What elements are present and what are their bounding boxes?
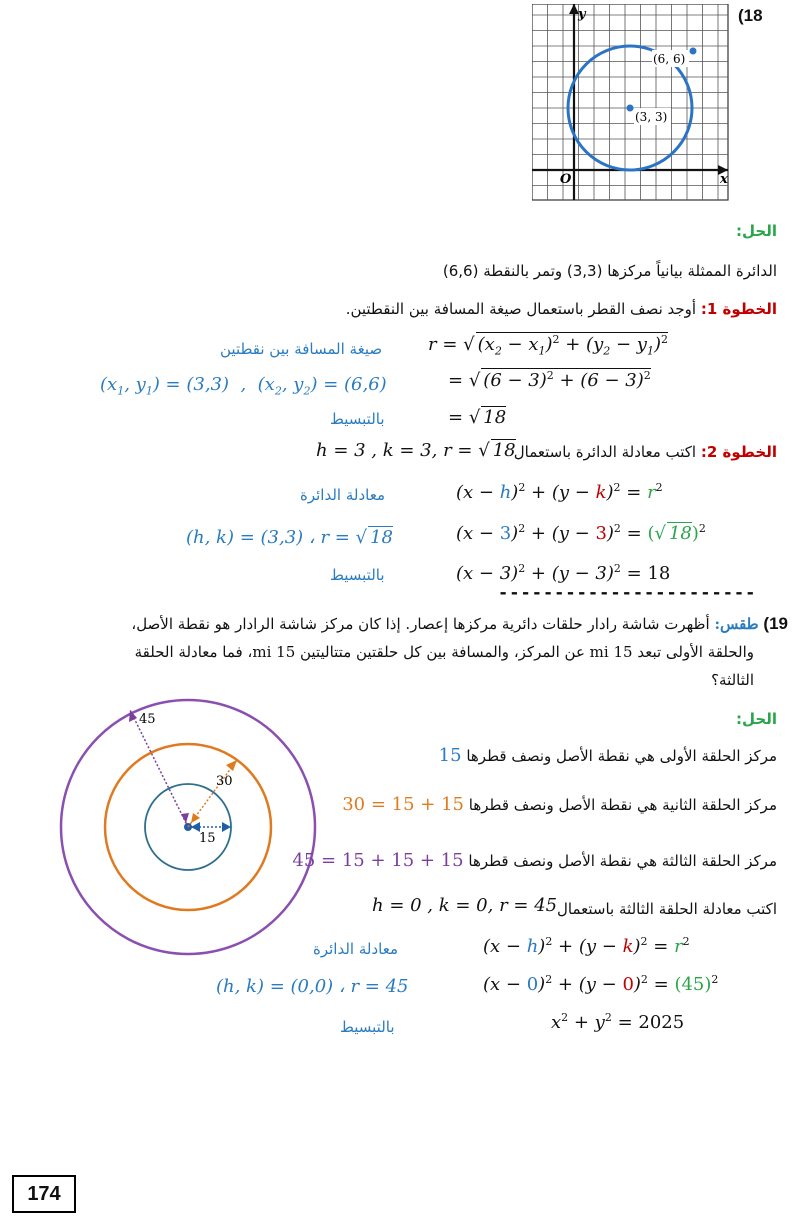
q19-solution-label: الحل: bbox=[736, 710, 777, 728]
separator: ----------------------- bbox=[498, 583, 757, 603]
step1-text: أوجد نصف القطر باستعمال صيغة المسافة بين النقطتين. bbox=[345, 300, 697, 318]
note-points: ($x_1$, $y_1) = (3,3)$ , ($x_2$, $y_2) = (6,6)$ bbox=[100, 374, 387, 398]
ring3-text: مركز الحلقة الثالثة هي نقطة الأصل ونصف قطرها bbox=[468, 852, 777, 870]
circle-eq-substituted: $(x - 3)^2 + (y - 3)^2$ = (√ 18)$^2$ bbox=[456, 522, 706, 544]
distance-formula-line3: = √ 18 bbox=[448, 407, 507, 428]
ring3-value: 45 = 15 + 15 + 15 bbox=[292, 850, 464, 871]
ring2-line bbox=[342, 794, 777, 815]
question-19-number: 19) bbox=[763, 614, 788, 633]
step1-label: الخطوة 1: bbox=[700, 300, 777, 318]
ring1-value: 15 bbox=[438, 745, 462, 766]
radar-label-45: 45 bbox=[139, 712, 156, 727]
q19-note-eq: معادلة الدائرة bbox=[313, 940, 398, 958]
ring2-text: مركز الحلقة الثانية هي نقطة الأصل ونصف قطرها bbox=[468, 796, 777, 814]
center-label: (3, 3) bbox=[635, 110, 668, 124]
point-label: (6, 6) bbox=[653, 52, 686, 66]
ring2-value: 30 = 15 + 15 bbox=[342, 794, 464, 815]
step2-text: اكتب معادلة الدائرة باستعمال bbox=[513, 443, 697, 461]
origin-label: O bbox=[560, 172, 572, 187]
q19-note-simplify: بالتبسيط bbox=[340, 1018, 395, 1036]
q18-circle-graph bbox=[532, 4, 732, 204]
q19-eq-substituted: $(x - 0)^2 + (y - 0)^2 = (45)^2$ bbox=[483, 973, 719, 995]
q18-intro: الدائرة الممثلة بيانياً مركزها (3,3) وتمر بالنقطة (6,6) bbox=[442, 262, 777, 280]
q19-line3: الثالثة؟ bbox=[711, 671, 754, 689]
q19-line1: أظهرت شاشة رادار حلقات دائرية مركزها إعصار. إذا كان مركز شاشة الرادار هو نقطة الأصل، bbox=[131, 615, 710, 633]
q19-line2: والحلقة الأولى تبعد 15 mi عن المركز، والمسافة بين كل حلقتين متتاليتين 15 mi، فما معادلة الحلقة bbox=[134, 643, 754, 661]
q19-tag: طقس: bbox=[714, 615, 759, 633]
note-hk-1: (h, k) = (3,3) ، r = √ 18 bbox=[186, 527, 393, 548]
radar-rings-figure bbox=[50, 690, 330, 970]
step2-label: الخطوة 2: bbox=[700, 443, 777, 461]
q18-step1 bbox=[346, 300, 777, 318]
q19-eq-simplified: $x^2 + y^2 = 2025$ bbox=[551, 1011, 685, 1033]
radar-label-30: 30 bbox=[216, 774, 233, 789]
point-6-6 bbox=[690, 48, 697, 55]
q19-note-hk: (h, k) = (0,0) ، r = 45 bbox=[216, 976, 409, 997]
note-distance: صيغة المسافة بين نقطتين bbox=[220, 340, 383, 358]
note-simplify-1: بالتبسيط bbox=[330, 410, 385, 428]
ring3-line bbox=[292, 850, 777, 871]
circle-eq-general: $(x - h)^2 + (y - k)^2 = r^2$ bbox=[456, 481, 663, 503]
distance-formula-line1: r = √ $(x_2 - x_1)^2 + (y_2 - y_1)^2$ bbox=[428, 333, 668, 358]
radar-label-15: 15 bbox=[199, 831, 216, 846]
note-simplify-2: بالتبسيط bbox=[330, 566, 385, 584]
q18-solution-label: الحل: bbox=[736, 222, 777, 240]
step2-values: h = 3 , k = 3, r = √ 18 bbox=[316, 440, 516, 461]
note-eq-1: معادلة الدائرة bbox=[300, 486, 385, 504]
center-point bbox=[627, 105, 634, 112]
ring1-line bbox=[439, 745, 777, 766]
ring1-text: مركز الحلقة الأولى هي نقطة الأصل ونصف قطرها bbox=[466, 747, 777, 765]
q18-step2 bbox=[514, 443, 777, 461]
x-axis-label: x bbox=[720, 172, 728, 187]
q19-problem bbox=[18, 610, 788, 694]
q19-write-values: h = 0 , k = 0, r = 45 bbox=[372, 895, 558, 916]
question-18-number: (18 bbox=[738, 6, 763, 25]
y-axis-label: y bbox=[578, 7, 586, 22]
q19-eq-general: $(x - h)^2 + (y - k)^2 = r^2$ bbox=[483, 935, 690, 957]
circle-eq-simplified: $(x - 3)^2 + (y - 3)^2 = 18$ bbox=[456, 562, 671, 584]
page-number: 174 bbox=[12, 1175, 76, 1213]
distance-formula-line2: = √ $(6 - 3)^2 + (6 - 3)^2$ bbox=[448, 369, 651, 391]
q19-write-text: اكتب معادلة الحلقة الثالثة باستعمال bbox=[557, 900, 777, 918]
